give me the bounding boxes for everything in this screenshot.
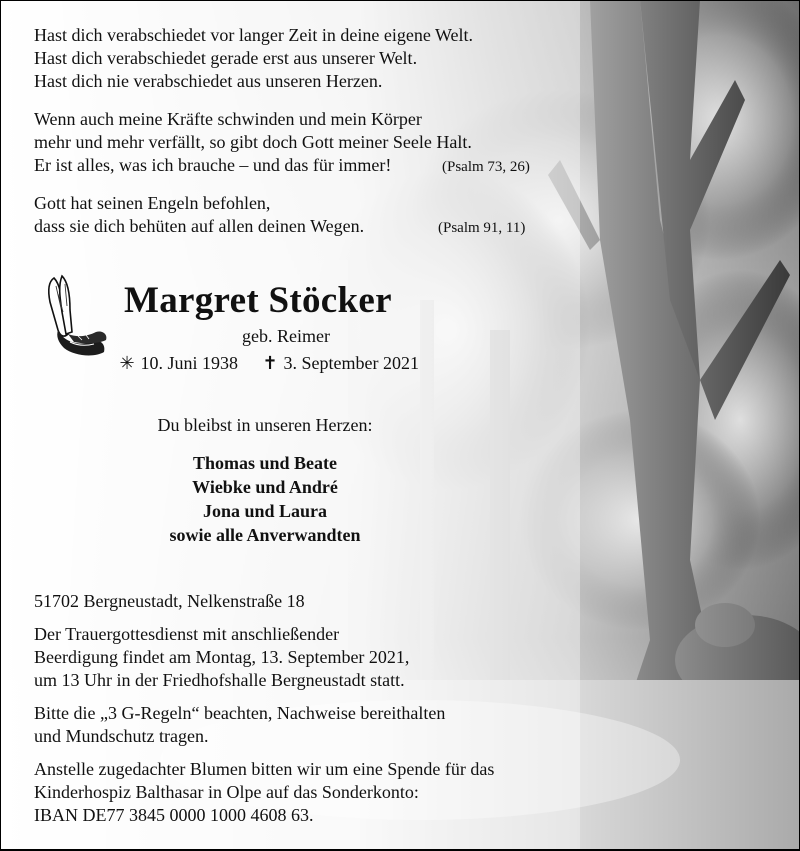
poem-line: Gott hat seinen Engeln befohlen, [34, 193, 271, 213]
poem-line: Hast dich nie verabschiedet aus unseren Herzen. [34, 71, 383, 91]
poem-line: dass sie dich behüten auf allen deinen Wegen. [34, 216, 365, 236]
maiden-name: geb. Reimer [242, 326, 330, 346]
mourner-name: sowie alle Anverwandten [169, 525, 361, 545]
donation-line: Anstelle zugedachter Blumen bitten wir um eine Spende für das [34, 759, 495, 779]
deceased-name: Margret Stöcker [124, 280, 392, 321]
mourner-name: Wiebke und André [192, 477, 338, 497]
poem-line: mehr und mehr verfällt, so gibt doch Gott meiner Seele Halt. [34, 132, 472, 152]
life-dates [118, 352, 419, 374]
iban: IBAN DE77 3845 0000 1000 4608 63. [34, 805, 314, 825]
address: 51702 Bergneustadt, Nelkenstraße 18 [34, 591, 305, 611]
psalm-citation: (Psalm 91, 11) [438, 220, 526, 236]
birth-date: 10. Juni 1938 [140, 353, 239, 373]
rules-line: Bitte die „3 G-Regeln“ beachten, Nachweise bereithalten [34, 703, 446, 723]
service-line: Der Trauergottesdienst mit anschließender [34, 624, 340, 644]
mourners-intro: Du bleibst in unseren Herzen: [157, 415, 373, 435]
death-cross-icon: ✝ [262, 353, 278, 373]
rules-line: und Mundschutz tragen. [34, 726, 209, 746]
service-line: Beerdigung findet am Montag, 13. September 2021, [34, 647, 410, 667]
poem-line: Er ist alles, was ich brauche – und das für immer! [34, 155, 392, 175]
donation-line: Kinderhospiz Balthasar in Olpe auf das Sonderkonto: [34, 782, 419, 802]
poem-line: Wenn auch meine Kräfte schwinden und mein Körper [34, 109, 422, 129]
mourner-name: Thomas und Beate [192, 453, 338, 473]
death-date: 3. September 2021 [283, 353, 419, 373]
mourner-name: Jona und Laura [202, 501, 328, 521]
poem-line: Hast dich verabschiedet gerade erst aus unserer Welt. [34, 48, 418, 68]
service-line: um 13 Uhr in der Friedhofshalle Bergneustadt statt. [34, 670, 405, 690]
praying-hands-icon [34, 272, 114, 360]
psalm-citation: (Psalm 73, 26) [442, 159, 530, 175]
birth-star-icon: ✳ [119, 353, 135, 373]
poem-line: Hast dich verabschiedet vor langer Zeit in deine eigene Welt. [34, 25, 474, 45]
